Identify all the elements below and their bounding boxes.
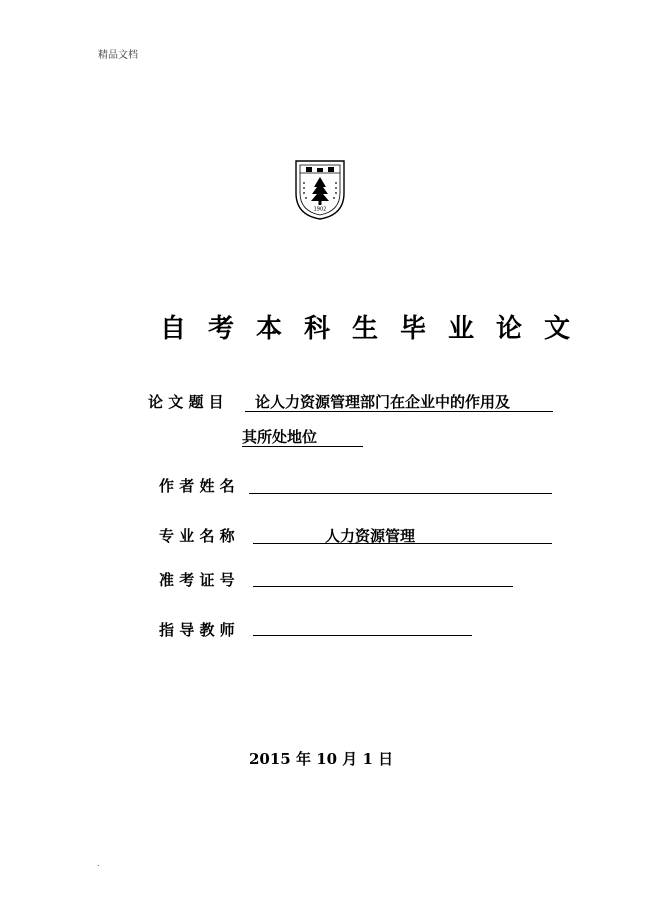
submission-date: 2015 年 10 月 1 日: [249, 750, 394, 768]
footer-mark: .: [97, 859, 100, 868]
advisor-label: 指 导 教 师: [159, 621, 235, 639]
watermark-text: 精品文档: [98, 50, 138, 61]
topic-value-line2: 其所处地位: [242, 428, 318, 446]
topic-underline-2: [242, 446, 363, 447]
major-value: 人力资源管理: [325, 527, 416, 545]
topic-underline-1: [245, 411, 553, 412]
exam-id-underline: [253, 586, 513, 587]
topic-value-line1: 论人力资源管理部门在企业中的作用及: [255, 393, 511, 411]
author-underline: [249, 493, 552, 494]
author-label: 作 者 姓 名: [159, 477, 235, 495]
major-underline: [253, 543, 552, 544]
svg-text:1902: 1902: [313, 206, 327, 213]
major-label: 专 业 名 称: [159, 527, 235, 545]
university-seal-logo: [294, 159, 346, 221]
exam-id-label: 准 考 证 号: [159, 571, 235, 589]
advisor-underline: [253, 635, 472, 636]
thesis-title: 自考本科生毕业论文: [160, 314, 593, 344]
topic-label: 论 文 题 目: [148, 393, 224, 411]
